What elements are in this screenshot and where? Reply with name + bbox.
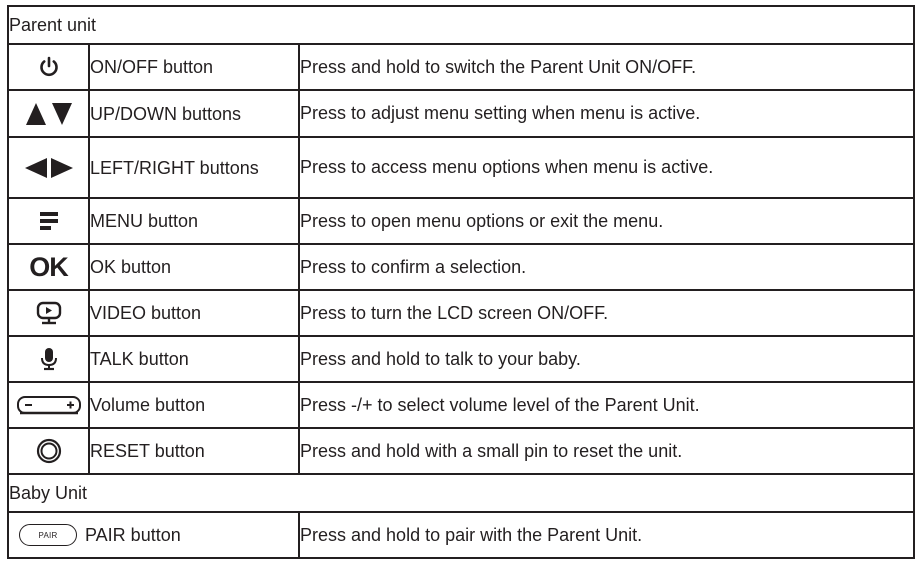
menu-icon <box>38 210 60 232</box>
section-header-parent-unit <box>8 6 914 44</box>
button-description: Press to open menu options or exit the menu. <box>299 198 914 244</box>
table-row <box>8 90 914 137</box>
table-row <box>8 290 914 336</box>
section-title: Parent unit <box>8 6 914 44</box>
button-description: Press to confirm a selection. <box>299 244 914 290</box>
power-icon <box>39 56 59 78</box>
button-name: PAIR button <box>85 524 181 545</box>
table-row <box>8 382 914 428</box>
left-right-arrows-icon <box>24 157 74 179</box>
button-description: Press to access menu options when menu is active. <box>299 137 914 198</box>
button-description: Press -/+ to select volume level of the Parent Unit. <box>299 382 914 428</box>
video-monitor-icon <box>36 301 62 325</box>
button-name: Volume button <box>89 382 299 428</box>
table-row <box>8 244 914 290</box>
button-name: TALK button <box>89 336 299 382</box>
button-name: MENU button <box>89 198 299 244</box>
button-description: Press and hold to pair with the Parent Unit. <box>299 512 914 558</box>
button-name: UP/DOWN buttons <box>89 90 299 137</box>
table-row <box>8 336 914 382</box>
microphone-icon <box>40 347 58 371</box>
ok-icon: OK <box>29 251 68 282</box>
table-row <box>8 512 914 558</box>
button-name: LEFT/RIGHT buttons <box>89 137 299 198</box>
button-name: OK button <box>89 244 299 290</box>
volume-rocker-icon <box>16 394 82 416</box>
pair-button-icon: PAIR <box>19 524 77 546</box>
table-row <box>8 198 914 244</box>
table-row <box>8 137 914 198</box>
section-title: Baby Unit <box>8 474 914 512</box>
reset-icon <box>36 438 62 464</box>
section-header-baby-unit <box>8 474 914 512</box>
table-row <box>8 44 914 90</box>
button-description: Press and hold to switch the Parent Unit ON/OFF. <box>299 44 914 90</box>
button-description: Press to turn the LCD screen ON/OFF. <box>299 290 914 336</box>
button-description: Press to adjust menu setting when menu is active. <box>299 90 914 137</box>
button-reference-table <box>7 5 915 559</box>
button-name: VIDEO button <box>89 290 299 336</box>
up-down-arrows-icon <box>25 102 73 126</box>
button-description: Press and hold with a small pin to reset the unit. <box>299 428 914 474</box>
table-row <box>8 428 914 474</box>
button-description: Press and hold to talk to your baby. <box>299 336 914 382</box>
button-name: RESET button <box>89 428 299 474</box>
button-name: ON/OFF button <box>89 44 299 90</box>
